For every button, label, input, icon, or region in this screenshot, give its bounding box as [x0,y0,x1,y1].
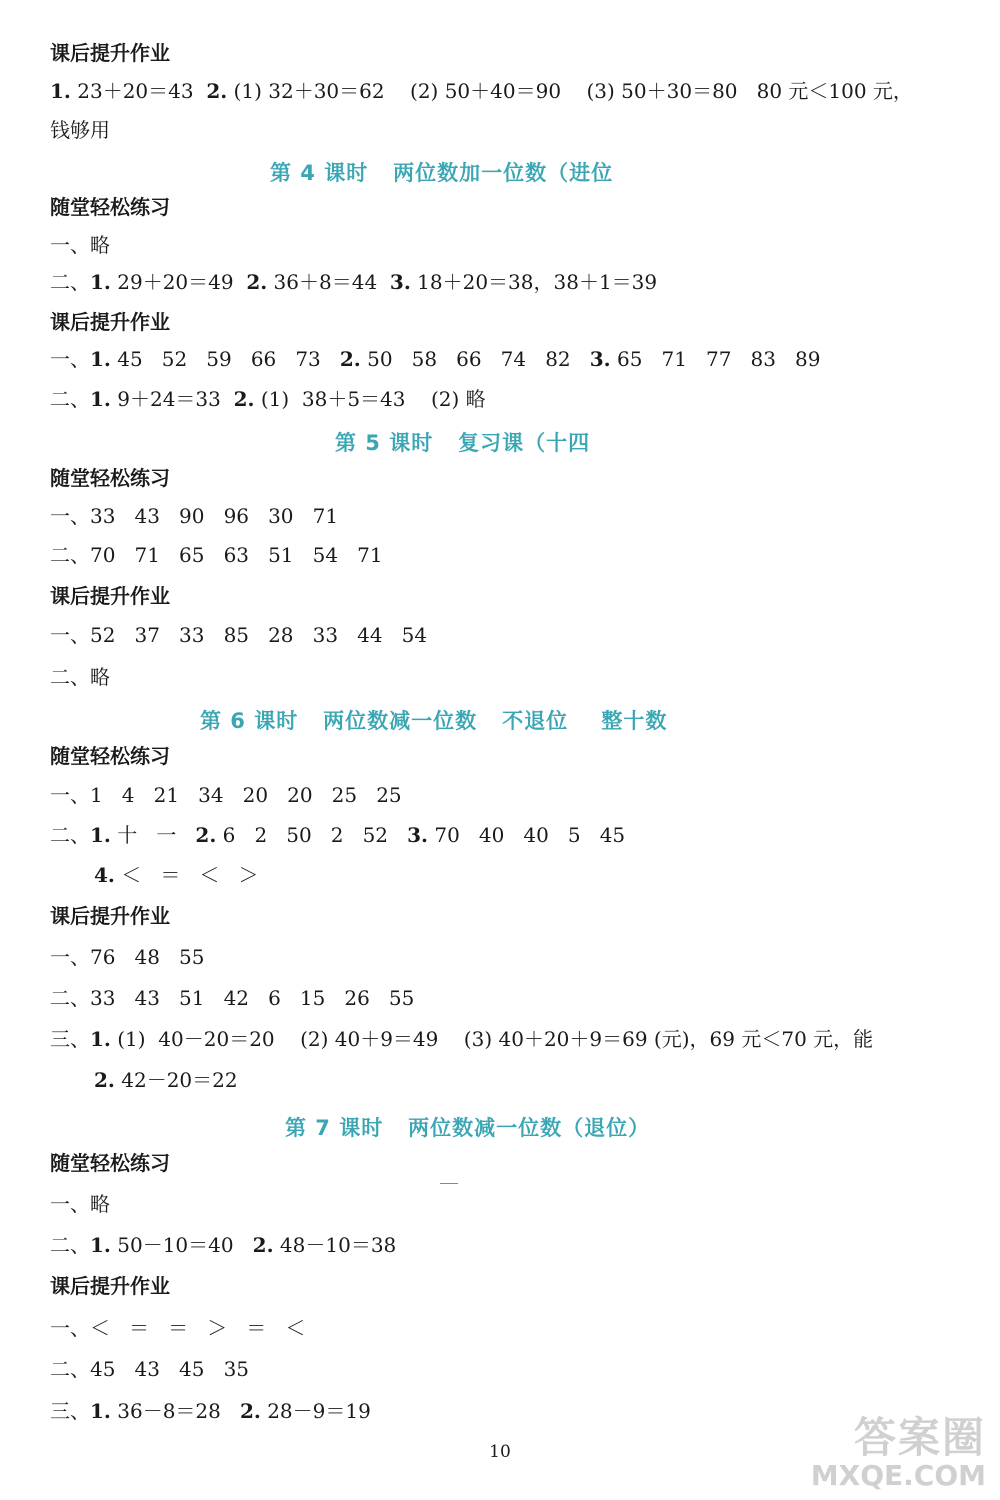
subheading-homework: 课后提升作业 [50,310,170,334]
answer-line: 二、1. 9＋24＝33 2. (1) 38＋5＝43 (2) 略 [50,387,486,411]
answer-line: 一、＜ ＝ ＝ ＞ ＝ ＜ [50,1316,306,1340]
answer-line: 2. 42－20＝22 [94,1068,238,1092]
answer-line: 二、70 71 65 63 51 54 71 [50,543,383,567]
answer-line: 三、1. (1) 40－20＝20 (2) 40＋9＝49 (3) 40＋20＋9＝69 (元)，69 元＜70 元，能 [50,1027,874,1051]
answer-line: 一、略 [50,1192,110,1216]
answer-line: 1. 23＋20＝43 2. (1) 32＋30＝62 (2) 50＋40＝90 (3) 50＋30＝80 80 元＜100 元， [50,79,913,103]
lesson-heading: 第 4 课时 两位数加一位数（进位 [270,161,614,185]
answer-line: 二、1. 29＋20＝49 2. 36＋8＝44 3. 18＋20＝38，38＋1＝39 [50,270,658,294]
page-number: 10 [489,1442,511,1462]
answer-line: 一、1 4 21 34 20 20 25 25 [50,783,402,807]
lesson-heading: 第 5 课时 复习课（十四 [335,431,591,455]
answer-line: 一、略 [50,233,110,257]
subheading-practice: 随堂轻松练习 [50,195,170,219]
subheading-practice: 随堂轻松练习 [50,466,170,490]
answer-line: 4. ＜ ＝ ＜ ＞ [94,863,259,887]
answer-line: 钱够用 [50,118,110,142]
subheading-homework: 课后提升作业 [50,41,170,65]
answer-line: 一、33 43 90 96 30 71 [50,504,339,528]
lesson-heading: 第 7 课时 两位数减一位数（退位） [285,1116,651,1140]
answer-line: 一、52 37 33 85 28 33 44 54 [50,623,428,647]
lesson-heading: 第 6 课时 两位数减一位数 不退位 整十数 [200,709,668,733]
subheading-homework: 课后提升作业 [50,1274,170,1298]
subheading-homework: 课后提升作业 [50,904,170,928]
subheading-practice: 随堂轻松练习 [50,1151,170,1175]
answer-line: 二、1. 十 一 2. 6 2 50 2 52 3. 70 40 40 5 45 [50,823,626,847]
answer-line: 一、76 48 55 [50,945,205,969]
answer-line: 一、1. 45 52 59 66 73 2. 50 58 66 74 82 3. 65 71 77 83 89 [50,347,821,371]
answer-line: 二、45 43 45 35 [50,1357,250,1381]
subheading-practice: 随堂轻松练习 [50,744,170,768]
answer-line: 二、1. 50－10＝40 2. 48－10＝38 [50,1233,397,1257]
answer-line: 二、略 [50,665,110,689]
divider-mark [440,1183,458,1184]
watermark-url: MXQE.COM [810,1459,986,1492]
answer-line: 三、1. 36－8＝28 2. 28－9＝19 [50,1399,371,1423]
watermark-brand: 答案圈 [853,1413,986,1462]
watermark-logo [811,1405,986,1492]
subheading-homework: 课后提升作业 [50,584,170,608]
answer-line: 二、33 43 51 42 6 15 26 55 [50,986,415,1010]
